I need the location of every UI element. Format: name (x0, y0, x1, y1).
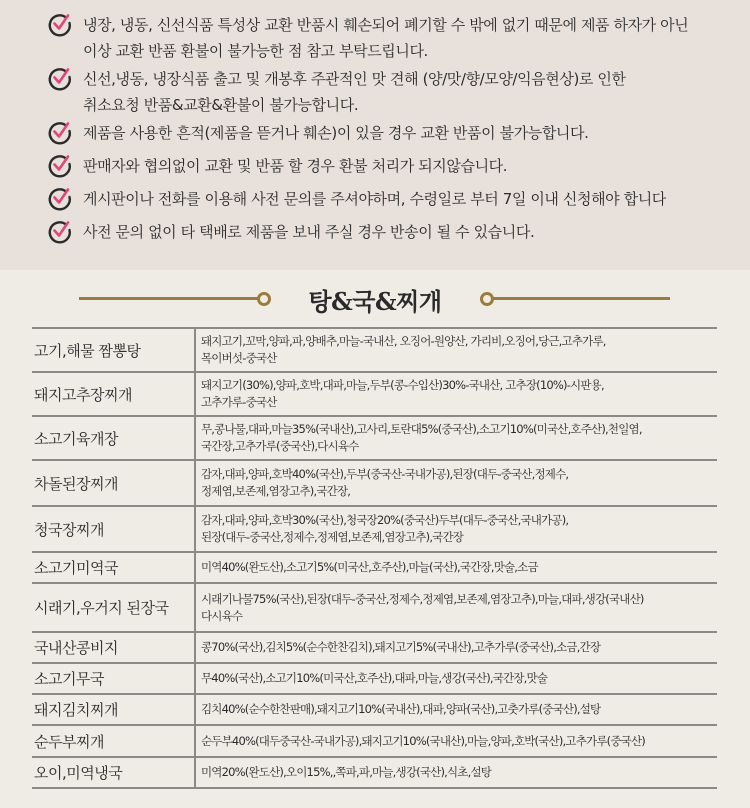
ingredient-line: 콩70%(국산),김치5%(순수한찬김치),돼지고기5%(국내산),고추가루(중국산),소금,간장 (201, 640, 601, 654)
ingredients-cell (195, 460, 717, 506)
return-policy-notice (0, 0, 750, 270)
menu-name: 청국장찌개 (32, 506, 195, 552)
notice-line: 사전 문의 없이 타 택배로 제품을 보내 주실 경우 반송이 될 수 있습니다. (83, 223, 535, 241)
notice-line: 이상 교환 반품 환불이 불가능한 점 참고 부탁드립니다. (83, 42, 428, 60)
notice-line: 신선,냉동, 냉장식품 출고 및 개봉후 주관적인 맛 견해 (양/맛/향/모양/익음현상)로 인한 (83, 70, 626, 88)
ingredient-line: 다시육수 (201, 608, 243, 623)
ingredient-line: 김치40%(순수한찬판매),돼지고기10%(국내산),대파,양파(국산),고춧가루(중국산),설탕 (201, 702, 601, 716)
ingredients-cell (195, 725, 717, 757)
notice-line: 냉장, 냉동, 신선식품 특성상 교환 반품시 훼손되어 폐기할 수 밖에 없기 때문에 제품 하자가 아닌 (83, 16, 689, 34)
ingredient-line: 무40%(국산),소고기10%(미국산,호주산),대파,마늘,생강(국산),국간장,맛술 (201, 671, 548, 685)
section-title: 탕&국&찌개 (308, 287, 442, 316)
check-circle-icon (47, 219, 73, 245)
ingredient-line: 정제염,보존제,염장고추),국간장, (201, 484, 351, 498)
notice-line: 제품을 사용한 흔적(제품을 뜯거나 훼손)이 있을 경우 교환 반품이 불가능합니다. (83, 124, 589, 142)
ingredient-line: 무,콩나물,대파,마늘35%(국내산),고사리,토란대5%(중국산),소고기10%(미국산,호주산),천일염, (201, 422, 642, 436)
table-row (32, 506, 717, 552)
table-row (32, 725, 717, 757)
menu-name: 소고기무국 (32, 663, 195, 694)
table-row (32, 416, 717, 460)
ingredient-line: 시래기나물75%(국산),된장(대두-중국산,정제수,정제염,보존제,염장고추),마늘,대파,생강(국내산) (201, 591, 644, 606)
notice-item (47, 153, 507, 179)
notice-item (47, 219, 534, 245)
menu-name: 소고기미역국 (32, 552, 195, 583)
menu-name: 돼지김치찌개 (32, 694, 195, 725)
ingredients-cell (195, 663, 717, 694)
ingredient-line: 고추가루-중국산 (201, 395, 277, 409)
ingredients-cell (195, 372, 717, 416)
menu-name: 고기,해물 짬뽕탕 (32, 328, 195, 372)
ingredients-cell (195, 583, 717, 632)
menu-name: 소고기육개장 (32, 416, 195, 460)
divider-line-right (492, 297, 670, 300)
table-row (32, 372, 717, 416)
notice-line: 판매자와 협의없이 교환 및 반품 할 경우 환불 처리가 되지않습니다. (83, 157, 508, 175)
menu-name: 순두부찌개 (32, 725, 195, 757)
table-row (32, 552, 717, 583)
notice-item (47, 120, 588, 146)
table-row (32, 583, 717, 632)
menu-name: 오이,미역냉국 (32, 757, 195, 788)
check-circle-icon (47, 66, 73, 92)
table-row (32, 694, 717, 725)
ingredient-origin-table (32, 327, 717, 789)
check-circle-icon (47, 120, 73, 146)
ingredients-cell (195, 632, 717, 663)
notice-item (47, 66, 626, 118)
ingredients-cell (195, 416, 717, 460)
notice-line: 게시판이나 전화를 이용해 사전 문의를 주셔야하며, 수령일로 부터 7일 이내 신청해야 합니다 (83, 190, 666, 208)
menu-name: 국내산콩비지 (32, 632, 195, 663)
notice-item (47, 186, 666, 212)
ingredient-line: 감자,대파,양파,호박40%(국산),두부(중국산-국내가공),된장(대두-중국산,정제수, (201, 467, 569, 481)
ingredients-cell (195, 757, 717, 788)
table-row (32, 757, 717, 788)
ingredient-line: 돼지고기,꼬막,양파,파,양배추,마늘-국내산, 오징어-원양산, 가리비,오징어,당근,고추가루, (201, 334, 606, 348)
notice-line: 취소요청 반품&교환&환불이 불가능합니다. (83, 96, 359, 114)
notice-item (47, 12, 688, 64)
table-row (32, 460, 717, 506)
check-circle-icon (47, 186, 73, 212)
check-circle-icon (47, 12, 73, 38)
menu-name: 시래기,우거지 된장국 (32, 583, 195, 632)
ingredient-line: 순두부40%(대두중국산-국내가공),돼지고기10%(국내산),마늘,양파,호박(국산),고추가루(중국산) (201, 733, 645, 748)
ingredient-line: 감자,대파,양파,호박30%(국산),청국장20%(중국산)두부(대두-중국산,국내가공), (201, 513, 569, 527)
ingredient-line: 미역40%(완도산),소고기5%(미국산,호주산),마늘(국산),국간장,맛술,소금 (201, 560, 538, 574)
table-row (32, 632, 717, 663)
ingredient-line: 미역20%(완도산),오이15%,,쪽파,파,마늘,생강(국산),식초,설탕 (201, 765, 492, 779)
menu-name: 차돌된장찌개 (32, 460, 195, 506)
menu-name: 돼지고추장찌개 (32, 372, 195, 416)
ingredients-cell (195, 694, 717, 725)
ingredient-line: 돼지고기(30%),양파,호박,대파,마늘,두부(콩-수입산)30%-국내산, 고추장(10%)-시판용, (201, 378, 604, 392)
ingredients-cell (195, 552, 717, 583)
ingredients-cell (195, 328, 717, 372)
check-circle-icon (47, 153, 73, 179)
table-row (32, 663, 717, 694)
ingredient-line: 목이버섯-중국산 (201, 351, 277, 365)
ingredients-cell (195, 506, 717, 552)
table-row (32, 328, 717, 372)
section-header (0, 280, 750, 320)
ingredient-line: 국간장,고추가루(중국산),다시육수 (201, 439, 359, 453)
ingredient-line: 된장(대두-중국산,정제수,정제염,보존제,염장고추),국간장 (201, 530, 464, 544)
